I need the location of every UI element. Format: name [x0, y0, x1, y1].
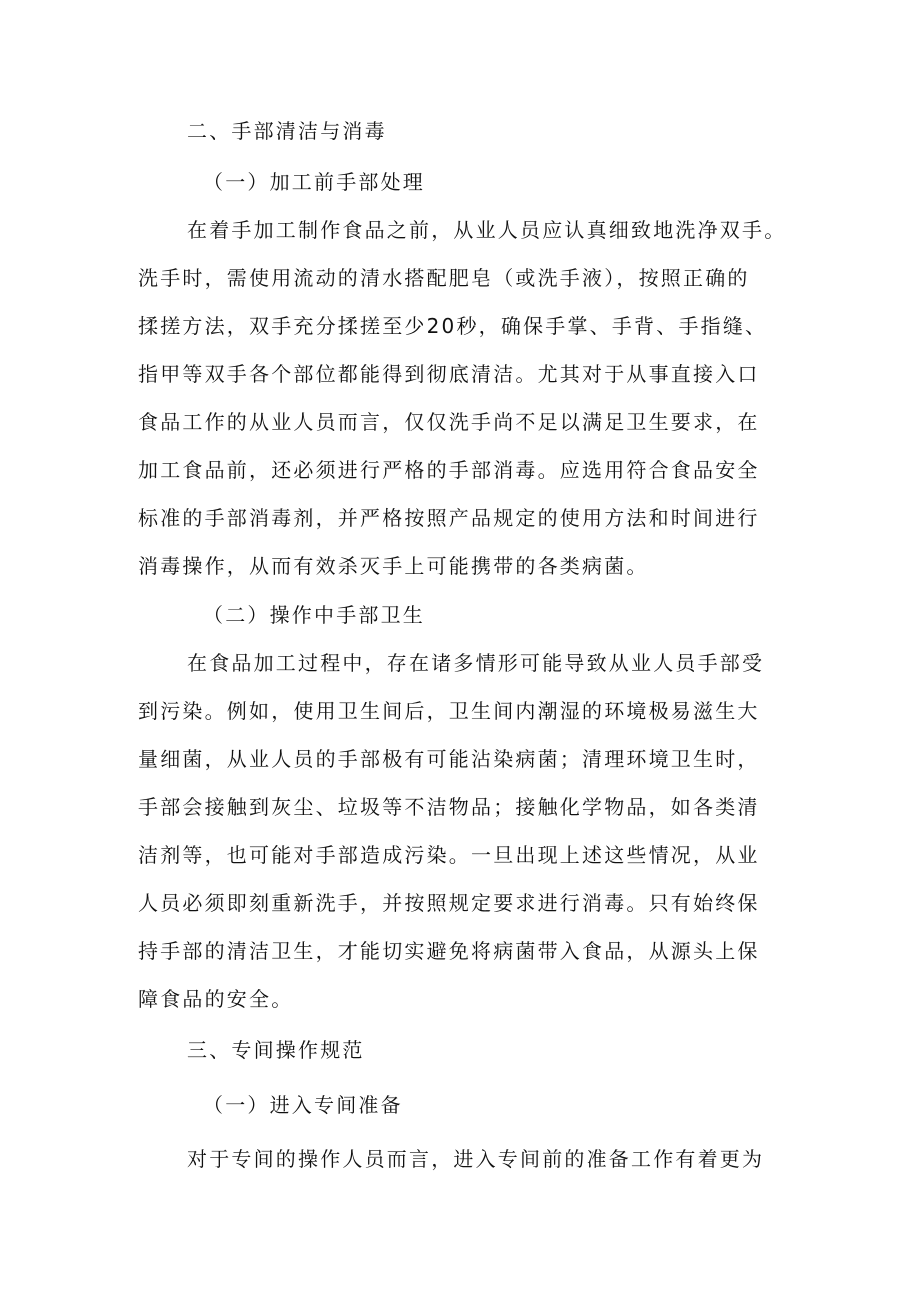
paragraph-line: 量细菌，从业人员的手部极有可能沾染病菌；清理环境卫生时，	[138, 747, 760, 771]
paragraph-line: 障食品的安全。	[138, 987, 294, 1011]
paragraph-line: 食品工作的从业人员而言，仅仅洗手尚不足以满足卫生要求，在	[138, 410, 760, 434]
paragraph-line: 手部会接触到灰尘、垃圾等不洁物品；接触化学物品，如各类清	[138, 795, 760, 819]
subsection-heading-during-operation: （二）操作中手部卫生	[203, 603, 425, 627]
subsection-heading-entering-room: （一）进入专间准备	[203, 1093, 403, 1117]
paragraph-line: 指甲等双手各个部位都能得到彻底清洁。尤其对于从事直接入口	[138, 362, 760, 386]
paragraph-line: 洁剂等，也可能对手部造成污染。一旦出现上述这些情况，从业	[138, 843, 760, 867]
paragraph-line: 持手部的清洁卫生，才能切实避免将病菌带入食品，从源头上保	[138, 939, 760, 963]
section-heading-hand-hygiene: 二、手部清洁与消毒	[187, 119, 387, 143]
paragraph-line: 消毒操作，从而有效杀灭手上可能携带的各类病菌。	[138, 554, 649, 578]
paragraph-line: 人员必须即刻重新洗手，并按照规定要求进行消毒。只有始终保	[138, 891, 760, 915]
paragraph-line: 洗手时，需使用流动的清水搭配肥皂（或洗手液），按照正确的	[138, 266, 750, 290]
section-heading-special-room: 三、专间操作规范	[187, 1038, 365, 1062]
paragraph-line: 到污染。例如，使用卫生间后，卫生间内潮湿的环境极易滋生大	[138, 699, 760, 723]
subsection-heading-before-processing: （一）加工前手部处理	[203, 170, 425, 194]
paragraph-line: 对于专间的操作人员而言，进入专间前的准备工作有着更为	[187, 1147, 765, 1171]
paragraph-line: 揉搓方法，双手充分揉搓至少20秒，确保手掌、手背、手指缝、	[138, 314, 768, 338]
paragraph-line: 在食品加工过程中，存在诸多情形可能导致从业人员手部受	[187, 651, 765, 675]
paragraph-line: 在着手加工制作食品之前，从业人员应认真细致地洗净双手。	[187, 218, 787, 242]
paragraph-line: 加工食品前，还必须进行严格的手部消毒。应选用符合食品安全	[138, 458, 760, 482]
paragraph-line: 标准的手部消毒剂，并严格按照产品规定的使用方法和时间进行	[138, 506, 760, 530]
